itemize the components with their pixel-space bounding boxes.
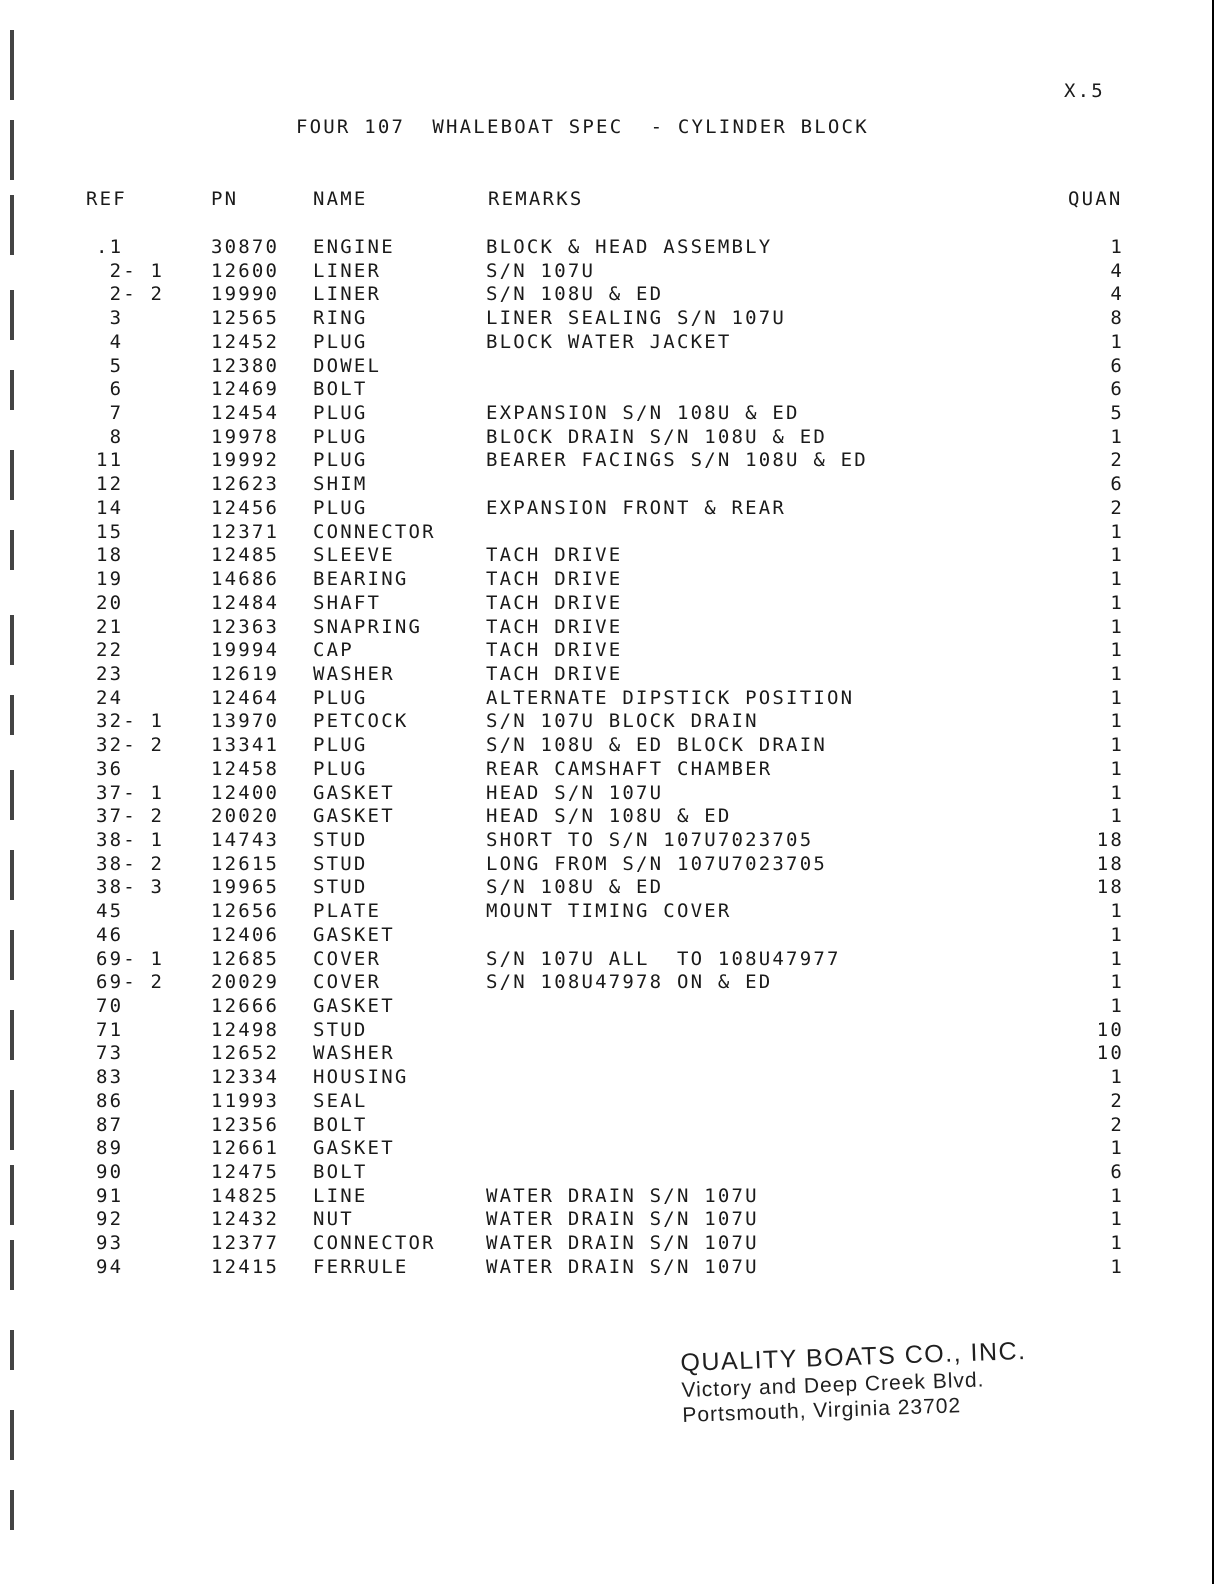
cell-name: PLUG [313, 402, 368, 425]
cell-quan: 1 [1110, 1184, 1124, 1207]
cell-name: LINE [313, 1184, 368, 1207]
cell-name: WASHER [313, 662, 395, 685]
table-row [0, 331, 1224, 355]
cell-pn: 12685 [211, 947, 280, 970]
cell-pn: 12469 [211, 378, 280, 401]
cell-quan: 8 [1110, 307, 1124, 330]
cell-ref: 45 [96, 900, 124, 923]
cell-ref: 73 [96, 1042, 124, 1065]
cell-name: GASKET [313, 781, 395, 804]
cell-ref: .1 [96, 236, 124, 258]
cell-quan: 18 [1096, 852, 1124, 875]
cell-ref: 93 [96, 1232, 124, 1255]
cell-name: GASKET [313, 1137, 395, 1160]
cell-pn: 20029 [211, 971, 280, 994]
cell-remarks: BLOCK & HEAD ASSEMBLY [486, 236, 773, 258]
table-row [0, 829, 1224, 853]
table-row [0, 521, 1224, 545]
cell-pn: 12456 [211, 496, 280, 519]
cell-name: ENGINE [313, 236, 395, 258]
cell-remarks: WATER DRAIN S/N 107U [486, 1208, 759, 1231]
binding-mark [10, 30, 14, 100]
cell-pn: 12415 [211, 1255, 280, 1278]
cell-pn: 14743 [211, 828, 280, 851]
cell-pn: 12380 [211, 354, 280, 377]
cell-name: GASKET [313, 923, 395, 946]
cell-name: PLUG [313, 425, 368, 448]
cell-ref: 14 [96, 496, 124, 519]
cell-pn: 19990 [211, 283, 280, 306]
cell-remarks: S/N 108U & ED [486, 876, 664, 899]
cell-quan: 18 [1096, 876, 1124, 899]
cell-remarks: TACH DRIVE [486, 639, 623, 662]
table-row [0, 639, 1224, 663]
cell-ref: 3 [96, 307, 124, 330]
cell-quan: 1 [1110, 781, 1124, 804]
cell-name: LINER [313, 283, 382, 306]
cell-remarks: ALTERNATE DIPSTICK POSITION [486, 686, 855, 709]
cell-name: BOLT [313, 378, 368, 401]
cell-ref: 46 [96, 923, 124, 946]
cell-ref: 2- 2 [96, 283, 165, 306]
cell-ref: 37- 1 [96, 781, 165, 804]
cell-pn: 30870 [211, 236, 280, 258]
binding-mark [10, 120, 14, 180]
cell-quan: 10 [1096, 1018, 1124, 1041]
cell-name: CONNECTOR [313, 1232, 436, 1255]
cell-name: SEAL [313, 1089, 368, 1112]
table-row [0, 1137, 1224, 1161]
document-title: FOUR 107 WHALEBOAT SPEC - CYLINDER BLOCK [296, 116, 869, 138]
cell-name: PETCOCK [313, 710, 409, 733]
cell-name: STUD [313, 828, 368, 851]
cell-name: GASKET [313, 805, 395, 828]
table-row [0, 924, 1224, 948]
cell-name: PLUG [313, 734, 368, 757]
cell-pn: 12464 [211, 686, 280, 709]
parts-table [0, 236, 1224, 1280]
cell-quan: 1 [1110, 615, 1124, 638]
cell-remarks: BLOCK DRAIN S/N 108U & ED [486, 425, 827, 448]
binding-mark [10, 1410, 14, 1460]
cell-ref: 83 [96, 1066, 124, 1089]
cell-name: SHAFT [313, 591, 382, 614]
cell-quan: 1 [1110, 757, 1124, 780]
cell-pn: 12334 [211, 1066, 280, 1089]
cell-remarks: WATER DRAIN S/N 107U [486, 1255, 759, 1278]
table-row [0, 497, 1224, 521]
binding-mark [10, 1490, 14, 1530]
company-street: Victory and Deep Creek Blvd. [681, 1368, 985, 1402]
cell-pn: 12458 [211, 757, 280, 780]
cell-name: CAP [313, 639, 354, 662]
cell-quan: 1 [1110, 591, 1124, 614]
cell-name: NUT [313, 1208, 354, 1231]
cell-remarks: LINER SEALING S/N 107U [486, 307, 787, 330]
cell-remarks: SHORT TO S/N 107U7023705 [486, 828, 814, 851]
cell-pn: 11993 [211, 1089, 280, 1112]
cell-ref: 6 [96, 378, 124, 401]
cell-pn: 19992 [211, 449, 280, 472]
cell-quan: 1 [1110, 1137, 1124, 1160]
cell-name: HOUSING [313, 1066, 409, 1089]
cell-pn: 13970 [211, 710, 280, 733]
cell-remarks: S/N 108U47978 ON & ED [486, 971, 773, 994]
cell-quan: 2 [1110, 1089, 1124, 1112]
cell-ref: 18 [96, 544, 124, 567]
cell-pn: 20020 [211, 805, 280, 828]
table-row [0, 1066, 1224, 1090]
table-row [0, 758, 1224, 782]
cell-ref: 5 [96, 354, 124, 377]
company-address-block [680, 1336, 1029, 1428]
cell-ref: 69- 2 [96, 971, 165, 994]
cell-name: BOLT [313, 1113, 368, 1136]
cell-ref: 87 [96, 1113, 124, 1136]
table-row [0, 1256, 1224, 1280]
cell-remarks: EXPANSION S/N 108U & ED [486, 402, 800, 425]
cell-remarks: S/N 107U BLOCK DRAIN [486, 710, 759, 733]
cell-ref: 4 [96, 330, 124, 353]
cell-ref: 12 [96, 473, 124, 496]
binding-mark [10, 1330, 14, 1370]
cell-name: PLUG [313, 757, 368, 780]
table-row [0, 592, 1224, 616]
cell-ref: 19 [96, 568, 124, 591]
cell-quan: 2 [1110, 1113, 1124, 1136]
cell-quan: 1 [1110, 710, 1124, 733]
table-row [0, 710, 1224, 734]
table-row [0, 805, 1224, 829]
cell-ref: 2- 1 [96, 259, 165, 282]
cell-remarks: HEAD S/N 108U & ED [486, 805, 732, 828]
table-row [0, 782, 1224, 806]
cell-pn: 12661 [211, 1137, 280, 1160]
cell-pn: 12454 [211, 402, 280, 425]
cell-pn: 12356 [211, 1113, 280, 1136]
cell-quan: 1 [1110, 805, 1124, 828]
cell-name: GASKET [313, 995, 395, 1017]
cell-pn: 12475 [211, 1161, 280, 1184]
cell-quan: 1 [1110, 544, 1124, 567]
cell-ref: 94 [96, 1255, 124, 1278]
cell-ref: 38- 2 [96, 852, 165, 875]
table-row [0, 1185, 1224, 1209]
cell-ref: 7 [96, 402, 124, 425]
cell-ref: 91 [96, 1184, 124, 1207]
cell-name: WASHER [313, 1042, 395, 1065]
column-header-quan: QUAN [1068, 188, 1123, 210]
cell-pn: 12652 [211, 1042, 280, 1065]
cell-quan: 1 [1110, 1208, 1124, 1231]
table-row [0, 1090, 1224, 1114]
cell-name: SHIM [313, 473, 368, 496]
table-row [0, 900, 1224, 924]
cell-ref: 22 [96, 639, 124, 662]
cell-pn: 12565 [211, 307, 280, 330]
cell-remarks: WATER DRAIN S/N 107U [486, 1232, 759, 1255]
cell-remarks: S/N 108U & ED BLOCK DRAIN [486, 734, 827, 757]
table-row [0, 853, 1224, 877]
cell-remarks: S/N 108U & ED [486, 283, 664, 306]
cell-quan: 6 [1110, 1161, 1124, 1184]
cell-ref: 8 [96, 425, 124, 448]
cell-quan: 4 [1110, 259, 1124, 282]
cell-quan: 1 [1110, 1255, 1124, 1278]
table-row [0, 283, 1224, 307]
cell-remarks: MOUNT TIMING COVER [486, 900, 732, 923]
cell-remarks: TACH DRIVE [486, 568, 623, 591]
table-row [0, 568, 1224, 592]
table-row [0, 236, 1224, 260]
cell-ref: 11 [96, 449, 124, 472]
cell-pn: 12656 [211, 900, 280, 923]
cell-ref: 92 [96, 1208, 124, 1231]
cell-ref: 32- 1 [96, 710, 165, 733]
cell-quan: 1 [1110, 520, 1124, 543]
cell-name: PLUG [313, 686, 368, 709]
table-row [0, 995, 1224, 1019]
cell-remarks: WATER DRAIN S/N 107U [486, 1184, 759, 1207]
cell-remarks: EXPANSION FRONT & REAR [486, 496, 787, 519]
cell-ref: 36 [96, 757, 124, 780]
table-row [0, 1232, 1224, 1256]
table-row [0, 402, 1224, 426]
cell-ref: 38- 3 [96, 876, 165, 899]
cell-remarks: TACH DRIVE [486, 662, 623, 685]
cell-name: DOWEL [313, 354, 382, 377]
cell-name: STUD [313, 1018, 368, 1041]
table-row [0, 307, 1224, 331]
cell-quan: 2 [1110, 449, 1124, 472]
cell-ref: 38- 1 [96, 828, 165, 851]
table-row [0, 544, 1224, 568]
cell-pn: 19965 [211, 876, 280, 899]
cell-pn: 12363 [211, 615, 280, 638]
cell-quan: 6 [1110, 473, 1124, 496]
cell-quan: 4 [1110, 283, 1124, 306]
cell-pn: 12619 [211, 662, 280, 685]
cell-ref: 24 [96, 686, 124, 709]
table-row [0, 734, 1224, 758]
cell-quan: 6 [1110, 354, 1124, 377]
cell-pn: 12484 [211, 591, 280, 614]
cell-quan: 2 [1110, 496, 1124, 519]
cell-name: PLATE [313, 900, 382, 923]
cell-remarks: S/N 107U [486, 259, 596, 282]
table-row [0, 948, 1224, 972]
cell-name: COVER [313, 971, 382, 994]
cell-pn: 12400 [211, 781, 280, 804]
cell-quan: 6 [1110, 378, 1124, 401]
cell-name: BEARING [313, 568, 409, 591]
column-header-pn: PN [211, 188, 239, 210]
cell-pn: 14825 [211, 1184, 280, 1207]
cell-name: BOLT [313, 1161, 368, 1184]
cell-name: COVER [313, 947, 382, 970]
cell-pn: 12666 [211, 995, 280, 1017]
cell-ref: 89 [96, 1137, 124, 1160]
cell-quan: 1 [1110, 923, 1124, 946]
table-row [0, 1161, 1224, 1185]
table-row [0, 260, 1224, 284]
cell-name: PLUG [313, 449, 368, 472]
cell-quan: 1 [1110, 425, 1124, 448]
cell-pn: 19994 [211, 639, 280, 662]
cell-remarks: TACH DRIVE [486, 544, 623, 567]
cell-remarks: LONG FROM S/N 107U7023705 [486, 852, 827, 875]
cell-name: SLEEVE [313, 544, 395, 567]
table-row [0, 473, 1224, 497]
cell-quan: 1 [1110, 686, 1124, 709]
cell-quan: 1 [1110, 1066, 1124, 1089]
column-header-name: NAME [313, 188, 368, 210]
cell-quan: 10 [1096, 1042, 1124, 1065]
cell-ref: 37- 2 [96, 805, 165, 828]
cell-ref: 21 [96, 615, 124, 638]
cell-name: STUD [313, 876, 368, 899]
cell-pn: 12406 [211, 923, 280, 946]
cell-remarks: REAR CAMSHAFT CHAMBER [486, 757, 773, 780]
cell-ref: 69- 1 [96, 947, 165, 970]
cell-name: PLUG [313, 496, 368, 519]
table-row [0, 663, 1224, 687]
cell-quan: 1 [1110, 734, 1124, 757]
cell-quan: 1 [1110, 662, 1124, 685]
table-row [0, 616, 1224, 640]
cell-remarks: BLOCK WATER JACKET [486, 330, 732, 353]
column-header-remarks: REMARKS [488, 188, 584, 210]
cell-ref: 20 [96, 591, 124, 614]
cell-name: SNAPRING [313, 615, 423, 638]
cell-pn: 19978 [211, 425, 280, 448]
table-row [0, 1114, 1224, 1138]
cell-pn: 12615 [211, 852, 280, 875]
cell-quan: 1 [1110, 568, 1124, 591]
cell-ref: 71 [96, 1018, 124, 1041]
cell-ref: 70 [96, 995, 124, 1017]
table-row [0, 971, 1224, 995]
cell-name: RING [313, 307, 368, 330]
cell-name: STUD [313, 852, 368, 875]
column-header-ref: REF [86, 188, 127, 210]
cell-pn: 12452 [211, 330, 280, 353]
table-row [0, 687, 1224, 711]
company-name: QUALITY BOATS CO., INC. [680, 1336, 1027, 1377]
cell-quan: 1 [1110, 995, 1124, 1017]
cell-ref: 23 [96, 662, 124, 685]
table-row [0, 1042, 1224, 1066]
cell-remarks: TACH DRIVE [486, 591, 623, 614]
company-city: Portsmouth, Virginia 23702 [681, 1394, 962, 1427]
cell-quan: 1 [1110, 900, 1124, 923]
cell-pn: 12623 [211, 473, 280, 496]
cell-remarks: TACH DRIVE [486, 615, 623, 638]
cell-pn: 14686 [211, 568, 280, 591]
cell-pn: 12600 [211, 259, 280, 282]
table-row [0, 876, 1224, 900]
cell-ref: 32- 2 [96, 734, 165, 757]
table-row [0, 378, 1224, 402]
cell-quan: 5 [1110, 402, 1124, 425]
cell-quan: 1 [1110, 236, 1124, 258]
cell-pn: 12485 [211, 544, 280, 567]
table-row [0, 1019, 1224, 1043]
page-number: X.5 [1064, 80, 1105, 102]
cell-quan: 1 [1110, 1232, 1124, 1255]
cell-pn: 12371 [211, 520, 280, 543]
table-row [0, 355, 1224, 379]
cell-pn: 13341 [211, 734, 280, 757]
cell-remarks: S/N 107U ALL TO 108U47977 [486, 947, 841, 970]
cell-name: PLUG [313, 330, 368, 353]
cell-remarks: BEARER FACINGS S/N 108U & ED [486, 449, 868, 472]
cell-ref: 15 [96, 520, 124, 543]
cell-ref: 90 [96, 1161, 124, 1184]
cell-remarks: HEAD S/N 107U [486, 781, 664, 804]
cell-name: LINER [313, 259, 382, 282]
cell-quan: 1 [1110, 330, 1124, 353]
table-row [0, 426, 1224, 450]
cell-quan: 18 [1096, 828, 1124, 851]
cell-ref: 86 [96, 1089, 124, 1112]
cell-quan: 1 [1110, 639, 1124, 662]
cell-quan: 1 [1110, 947, 1124, 970]
table-row [0, 449, 1224, 473]
cell-name: CONNECTOR [313, 520, 436, 543]
cell-quan: 1 [1110, 971, 1124, 994]
table-row [0, 1208, 1224, 1232]
cell-pn: 12498 [211, 1018, 280, 1041]
cell-pn: 12432 [211, 1208, 280, 1231]
cell-name: FERRULE [313, 1255, 409, 1278]
cell-pn: 12377 [211, 1232, 280, 1255]
